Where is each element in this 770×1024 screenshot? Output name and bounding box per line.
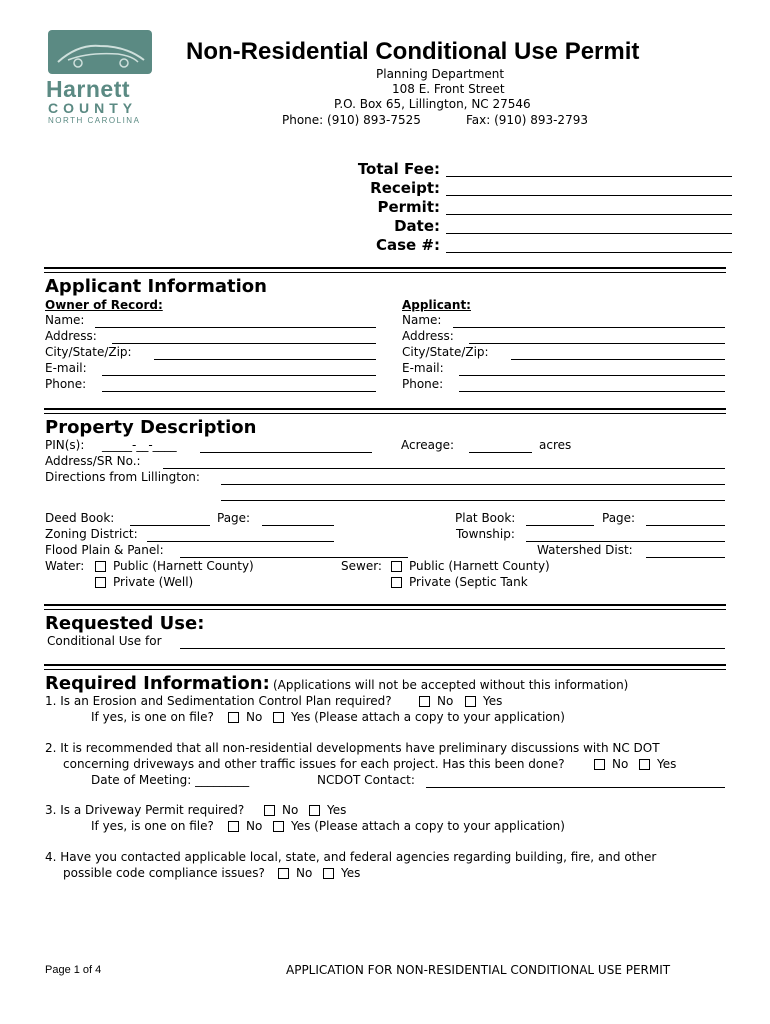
deed-book-label: Deed Book: xyxy=(45,511,115,525)
logo-county: COUNTY xyxy=(48,100,138,116)
applicant-city-field[interactable] xyxy=(511,359,725,360)
dept-name: Planning Department xyxy=(376,67,505,81)
owner-city-field[interactable] xyxy=(154,359,376,360)
applicant-phone-label: Phone: xyxy=(402,377,444,391)
flood-label: Flood Plain & Panel: xyxy=(45,543,164,557)
q3-no-checkbox[interactable] xyxy=(264,805,275,816)
dept-pobox: P.O. Box 65, Lillington, NC 27546 xyxy=(334,97,531,111)
deed-page-label: Page: xyxy=(217,511,251,525)
township-label: Township: xyxy=(456,527,515,541)
applicant-name-label: Name: xyxy=(402,313,442,327)
applicant-name-field[interactable] xyxy=(453,327,725,328)
applicant-email-field[interactable] xyxy=(459,375,725,376)
required-info-heading: Required Information: xyxy=(45,673,270,694)
zoning-label: Zoning District: xyxy=(45,527,138,541)
q3-sub-no-label: No xyxy=(246,819,263,833)
q2-text-line1: 2. It is recommended that all non-residential developments have preliminary discussions with NC DOT xyxy=(45,741,660,755)
q4-yes-label: Yes xyxy=(341,866,361,880)
owner-phone-field[interactable] xyxy=(102,391,376,392)
date-label: Date: xyxy=(394,217,440,235)
section-divider xyxy=(44,664,726,670)
logo-name: Harnett xyxy=(46,76,131,102)
owner-city-label: City/State/Zip: xyxy=(45,345,132,359)
total-fee-label: Total Fee: xyxy=(357,160,440,178)
q2-date-label: Date of Meeting: _________ xyxy=(91,773,250,787)
acreage-label: Acreage: xyxy=(401,438,455,452)
owner-name-label: Name: xyxy=(45,313,85,327)
flood-field[interactable] xyxy=(180,557,408,558)
watershed-label: Watershed Dist: xyxy=(537,543,633,557)
q4-no-label: No xyxy=(296,866,313,880)
pin-mask: _____-__-____ xyxy=(102,438,177,452)
q1-sub-text: If yes, is one on file? xyxy=(91,710,214,724)
required-info-note: (Applications will not be accepted without this information) xyxy=(273,678,629,692)
q3-yes-checkbox[interactable] xyxy=(309,805,320,816)
acreage-field[interactable] xyxy=(469,452,532,453)
page-title: Non-Residential Conditional Use Permit xyxy=(186,38,640,65)
conditional-use-label: Conditional Use for xyxy=(47,634,162,648)
q1-sub-yes-label: Yes (Please attach a copy to your application) xyxy=(291,710,565,724)
section-divider xyxy=(44,408,726,414)
logo-state: NORTH CAROLINA xyxy=(48,116,141,125)
case-field[interactable] xyxy=(446,252,732,253)
owner-email-label: E-mail: xyxy=(45,361,87,375)
directions-field-2[interactable] xyxy=(221,500,725,501)
plat-page-field[interactable] xyxy=(646,525,725,526)
water-label: Water: xyxy=(45,559,85,573)
q2-yes-label: Yes xyxy=(657,757,677,771)
q1-no-label: No xyxy=(437,694,454,708)
owner-phone-label: Phone: xyxy=(45,377,87,391)
deed-page-field[interactable] xyxy=(262,525,334,526)
q2-contact-label: NCDOT Contact: xyxy=(317,773,415,787)
q2-yes-checkbox[interactable] xyxy=(639,759,650,770)
dept-fax: Fax: (910) 893-2793 xyxy=(466,113,588,127)
q3-sub-yes-checkbox[interactable] xyxy=(273,821,284,832)
owner-address-label: Address: xyxy=(45,329,97,343)
watershed-field[interactable] xyxy=(646,557,725,558)
water-private-checkbox[interactable] xyxy=(95,577,106,588)
sewer-label: Sewer: xyxy=(341,559,382,573)
owner-address-field[interactable] xyxy=(112,343,376,344)
conditional-use-field[interactable] xyxy=(180,648,725,649)
q1-text: 1. Is an Erosion and Sedimentation Control Plan required? xyxy=(45,694,392,708)
q1-sub-no-checkbox[interactable] xyxy=(228,712,239,723)
property-heading: Property Description xyxy=(45,417,257,438)
section-divider xyxy=(44,267,726,273)
q4-text-line1: 4. Have you contacted applicable local, state, and federal agencies regarding building, fire, and other xyxy=(45,850,657,864)
dept-phone: Phone: (910) 893-7525 xyxy=(282,113,421,127)
directions-field-1[interactable] xyxy=(221,484,725,485)
applicant-phone-field[interactable] xyxy=(459,391,725,392)
dept-street: 108 E. Front Street xyxy=(392,82,505,96)
q1-yes-checkbox[interactable] xyxy=(465,696,476,707)
township-field[interactable] xyxy=(526,541,725,542)
water-public-label: Public (Harnett County) xyxy=(113,559,254,573)
q3-no-label: No xyxy=(282,803,299,817)
q1-sub-no-label: No xyxy=(246,710,263,724)
car-emblem-icon xyxy=(48,30,152,74)
directions-label: Directions from Lillington: xyxy=(45,470,200,484)
q4-yes-checkbox[interactable] xyxy=(323,868,334,879)
sewer-public-label: Public (Harnett County) xyxy=(409,559,550,573)
requested-use-heading: Requested Use: xyxy=(45,613,205,634)
applicant-city-label: City/State/Zip: xyxy=(402,345,489,359)
plat-book-field[interactable] xyxy=(526,525,594,526)
county-logo xyxy=(46,30,154,126)
sewer-public-checkbox[interactable] xyxy=(391,561,402,572)
owner-email-field[interactable] xyxy=(102,375,376,376)
page-number: Page 1 of 4 xyxy=(45,964,102,976)
q2-text-line2: concerning driveways and other traffic issues for each project. Has this been done? xyxy=(63,757,565,771)
deed-book-field[interactable] xyxy=(130,525,210,526)
q1-sub-yes-checkbox[interactable] xyxy=(273,712,284,723)
date-field[interactable] xyxy=(446,233,732,234)
pin-label: PIN(s): xyxy=(45,438,85,452)
q3-yes-label: Yes xyxy=(327,803,347,817)
receipt-label: Receipt: xyxy=(370,179,440,197)
sewer-private-checkbox[interactable] xyxy=(391,577,402,588)
address-sr-field[interactable] xyxy=(163,468,725,469)
permit-field[interactable] xyxy=(446,214,732,215)
acres-unit: acres xyxy=(539,438,572,452)
sewer-private-label: Private (Septic Tank xyxy=(409,575,528,589)
footer-title: APPLICATION FOR NON-RESIDENTIAL CONDITIONAL USE PERMIT xyxy=(286,963,671,977)
q3-text: 3. Is a Driveway Permit required? xyxy=(45,803,245,817)
q2-contact-field[interactable] xyxy=(426,787,725,788)
owner-heading: Owner of Record: xyxy=(45,298,163,312)
zoning-field[interactable] xyxy=(147,541,334,542)
section-divider xyxy=(44,604,726,610)
applicant-address-label: Address: xyxy=(402,329,454,343)
applicant-heading: Applicant: xyxy=(402,298,471,312)
plat-book-label: Plat Book: xyxy=(455,511,516,525)
q3-sub-no-checkbox[interactable] xyxy=(228,821,239,832)
q3-sub-text: If yes, is one on file? xyxy=(91,819,214,833)
receipt-field[interactable] xyxy=(446,195,732,196)
pin-field[interactable] xyxy=(200,452,372,453)
applicant-email-label: E-mail: xyxy=(402,361,444,375)
water-private-label: Private (Well) xyxy=(113,575,194,589)
water-public-checkbox[interactable] xyxy=(95,561,106,572)
permit-label: Permit: xyxy=(377,198,440,216)
address-sr-label: Address/SR No.: xyxy=(45,454,141,468)
q4-no-checkbox[interactable] xyxy=(278,868,289,879)
plat-page-label: Page: xyxy=(602,511,636,525)
q2-no-checkbox[interactable] xyxy=(594,759,605,770)
q1-no-checkbox[interactable] xyxy=(419,696,430,707)
applicant-info-heading: Applicant Information xyxy=(45,276,267,297)
owner-name-field[interactable] xyxy=(95,327,376,328)
applicant-address-field[interactable] xyxy=(469,343,725,344)
q3-sub-yes-label: Yes (Please attach a copy to your application) xyxy=(291,819,565,833)
q1-yes-label: Yes xyxy=(483,694,503,708)
q2-no-label: No xyxy=(612,757,629,771)
case-label: Case #: xyxy=(375,236,440,254)
total-fee-field[interactable] xyxy=(446,176,732,177)
q4-text-line2: possible code compliance issues? xyxy=(63,866,265,880)
